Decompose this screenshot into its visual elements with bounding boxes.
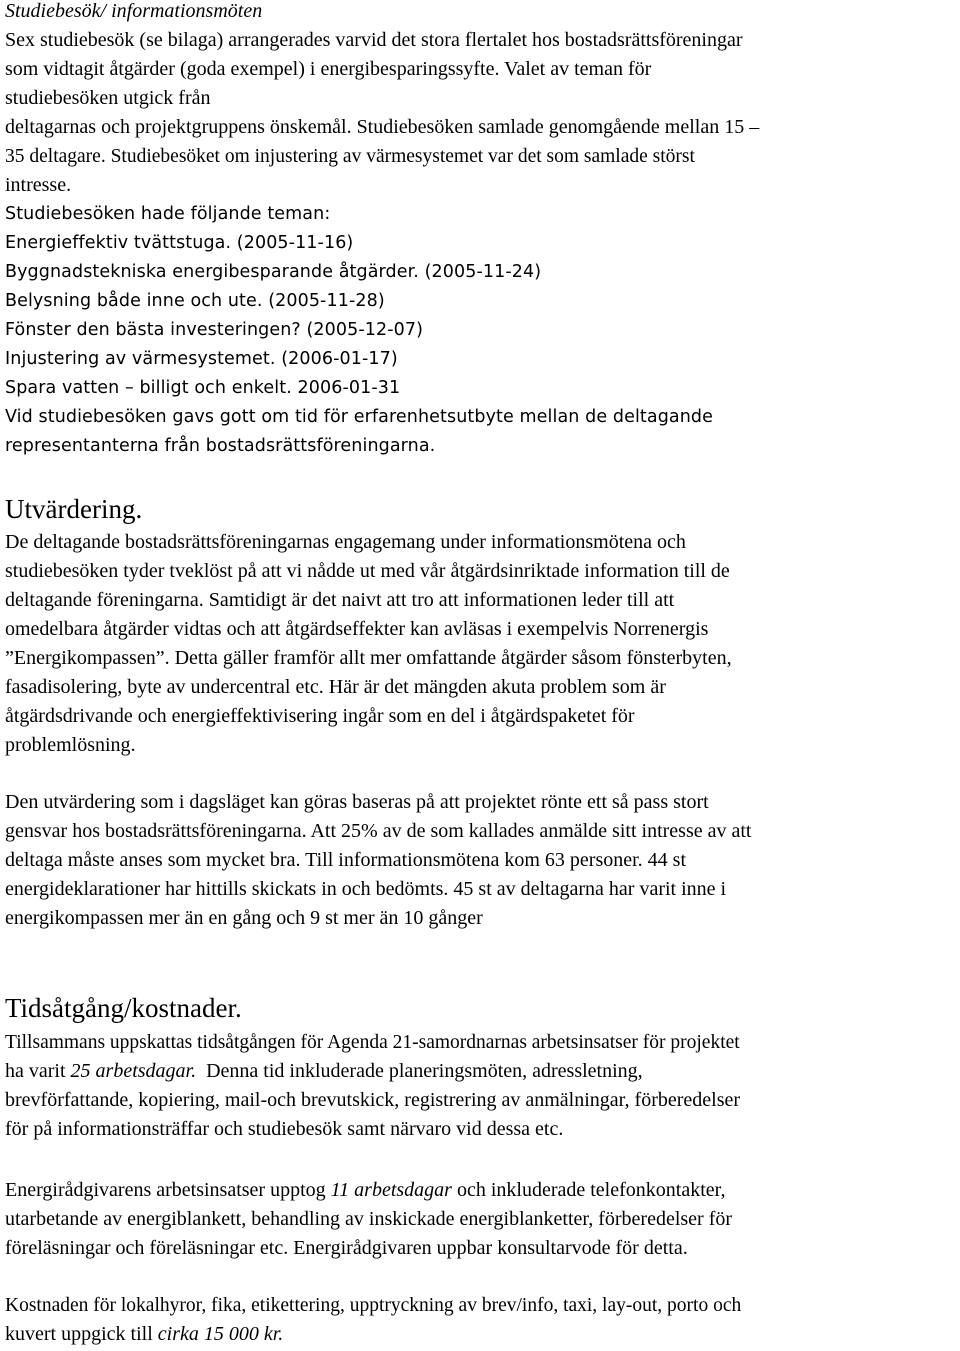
theme-item: Vid studiebesöken gavs gott om tid för erfarenhetsutbyte mellan de deltagande [5, 407, 713, 427]
cost-text-segment: Energirådgivarens arbetsinsatser upptog [5, 1179, 331, 1201]
evaluation-text-line: åtgärdsdrivande och energieffektivisering ingår som en del i åtgärdspaketet för [5, 705, 635, 727]
study-text-line: deltagarnas och projektgruppens önskemål. Studiebesöken samlade genomgående mellan 15 – [5, 116, 760, 138]
cost-text-line: brevförfattande, kopiering, mail-och brevutskick, registrering av anmälningar, förberedelser [5, 1089, 741, 1111]
themes-intro: Studiebesöken hade följande teman: [5, 204, 331, 224]
evaluation-text-line: omedelbara åtgärder vidtas och att åtgärdseffekter kan avläsas i exempelvis Norrenergis [5, 618, 709, 640]
theme-item: Injustering av värmesystemet. (2006-01-17) [5, 349, 398, 369]
evaluation-text-line: studiebesöken tyder tveklöst på att vi nådde ut med vår åtgärdsinriktade information till de [5, 560, 730, 582]
cost-emphasis: 25 arbetsdagar. [70, 1060, 197, 1082]
theme-item: Byggnadstekniska energibesparande åtgärder. (2005-11-24) [5, 262, 542, 282]
cost-text-line: Kostnaden för lokalhyror, fika, etikettering, upptryckning av brev/info, taxi, lay-out, porto och [5, 1295, 742, 1316]
theme-item: Fönster den bästa investeringen? (2005-12-07) [5, 320, 424, 340]
evaluation-text-line: ”Energikompassen”. Detta gäller framför allt mer omfattande åtgärder såsom fönsterbyten, [5, 647, 732, 669]
cost-text-segment: och inkluderade telefonkontakter, [451, 1179, 726, 1201]
theme-item: Energieffektiv tvättstuga. (2005-11-16) [5, 233, 354, 253]
study-text-line: studiebesöken utgick från [5, 87, 211, 109]
cost-text-line [5, 1057, 740, 1086]
cost-emphasis: cirka 15 000 kr. [157, 1323, 284, 1345]
evaluation-heading: Utvärdering. [5, 494, 143, 524]
cost-text-segment: Denna tid inkluderade planeringsmöten, adressletning, [196, 1060, 643, 1082]
cost-paragraph-2 [5, 1176, 732, 1263]
cost-text-line: utarbetande av energiblankett, behandling av inskickade energiblanketter, förberedelser för [5, 1208, 733, 1230]
cost-text-line: för på informationsträffar och studiebesök samt närvaro vid dessa etc. [5, 1118, 564, 1140]
evaluation-text-line: gensvar hos bostadsrättsföreningarna. Att 25% av de som kallades anmälde sitt intresse av att [5, 820, 752, 842]
cost-paragraph-1 [5, 1028, 740, 1144]
study-visits-section [5, 0, 759, 461]
theme-item: Spara vatten – billigt och enkelt. 2006-01-31 [5, 378, 401, 398]
evaluation-text-line: fasadisolering, byte av undercentral etc. Här är det mängden akuta problem som är [5, 676, 666, 698]
evaluation-paragraph-1 [5, 528, 732, 760]
evaluation-text-line: deltaga måste anses som mycket bra. Till informationsmötena kom 63 personer. 44 st [5, 849, 687, 871]
evaluation-text-line: Den utvärdering som i dagsläget kan göras baseras på att projektet rönte ett så pass stort [5, 791, 709, 813]
cost-section [5, 990, 242, 1026]
study-text-line: som vidtagit åtgärder (goda exempel) i energibesparingssyfte. Valet av teman för [5, 58, 652, 80]
study-text-line: 35 deltagare. Studiebesöket om injustering av värmesystemet var det som samlade störst [5, 146, 695, 167]
study-text-line: intresse. [5, 174, 72, 196]
evaluation-text-line: energideklarationer har hittills skickats in och bedömts. 45 st av deltagarna har varit inne i [5, 878, 727, 900]
cost-text-segment: ha varit [5, 1060, 71, 1082]
study-text-line: Sex studiebesök (se bilaga) arrangerades varvid det stora flertalet hos bostadsrättsföreningar [5, 29, 743, 51]
cost-heading: Tidsåtgång/kostnader. [5, 993, 242, 1023]
theme-item: representanterna från bostadsrättsföreningarna. [5, 436, 436, 456]
evaluation-text-line: problemlösning. [5, 734, 136, 756]
evaluation-text-line: energikompassen mer än en gång och 9 st mer än 10 gånger [5, 907, 483, 929]
evaluation-paragraph-2 [5, 788, 751, 933]
cost-emphasis: 11 arbetsdagar [330, 1179, 452, 1201]
cost-text-line [5, 1320, 741, 1349]
cost-text-line: Tillsammans uppskattas tidsåtgången för Agenda 21-samordnarnas arbetsinsatser för projektet [5, 1032, 740, 1053]
evaluation-section [5, 491, 142, 527]
cost-text-line [5, 1176, 732, 1205]
cost-paragraph-3 [5, 1291, 741, 1349]
cost-text-segment: kuvert uppgick till [5, 1323, 158, 1345]
theme-item: Belysning både inne och ute. (2005-11-28) [5, 291, 385, 311]
cost-text-line: föreläsningar och föreläsningar etc. Energirådgivaren uppbar konsultarvode för detta. [5, 1237, 688, 1259]
evaluation-text-line: deltagande föreningarna. Samtidigt är det naivt att tro att informationen leder till att [5, 589, 675, 611]
evaluation-text-line: De deltagande bostadsrättsföreningarnas engagemang under informationsmötena och [5, 531, 686, 553]
study-visits-title: Studiebesök/ informationsmöten [5, 0, 263, 22]
